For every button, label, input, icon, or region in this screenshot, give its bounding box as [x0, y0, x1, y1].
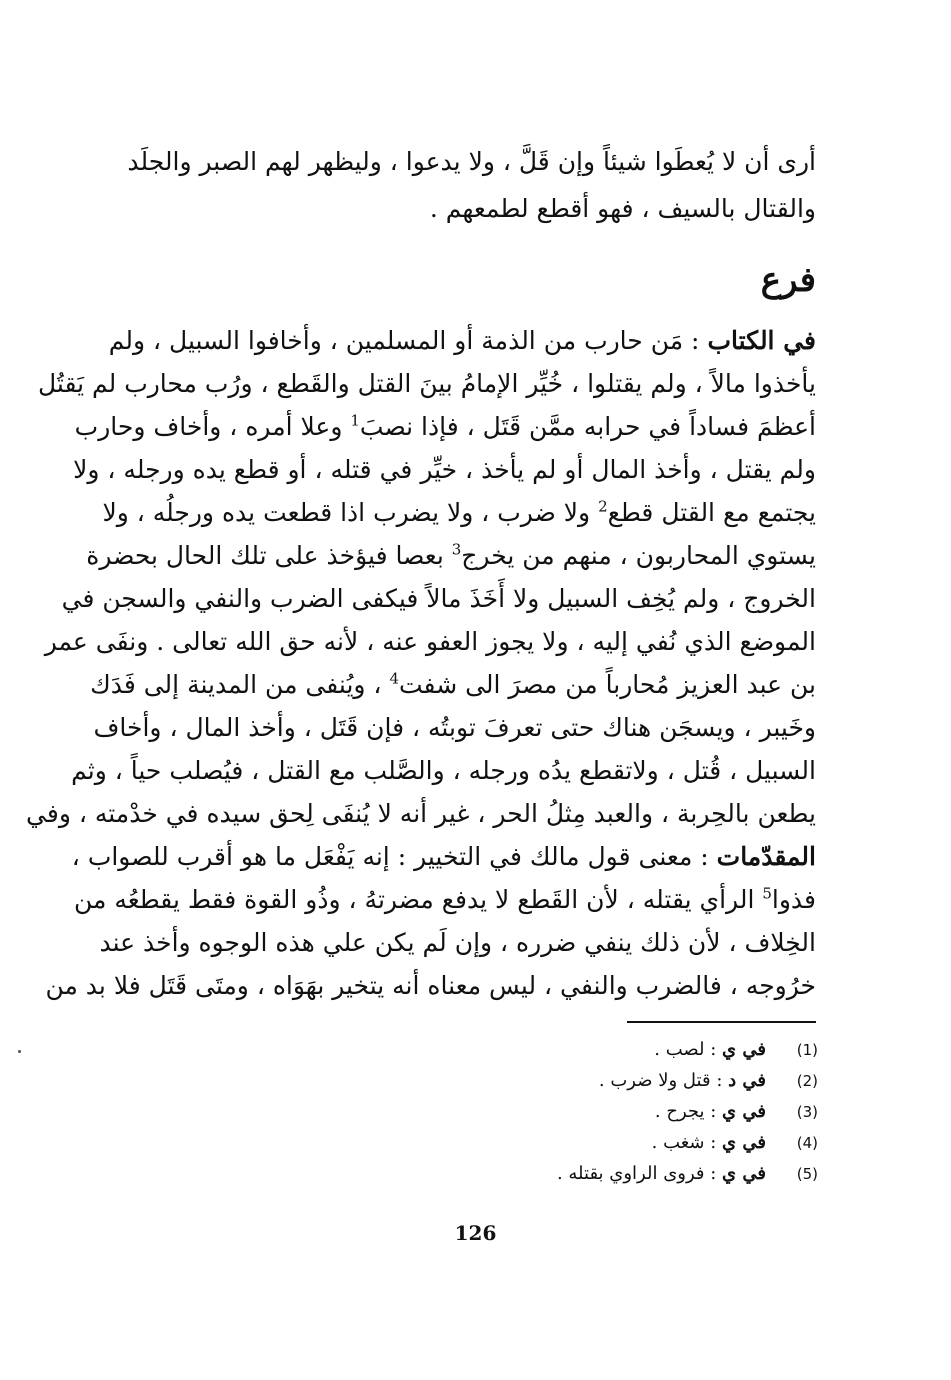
source-label-kitab: في الكتاب	[707, 326, 816, 355]
footnote-mark-5[interactable]: 5	[762, 884, 772, 903]
footnote-text: : شغب .	[651, 1132, 723, 1153]
body-line-3-a: أعظمَ فساداً في حرابه ممَّن قَتَل ، فإذا نصبَ	[359, 412, 816, 441]
footnote-mark-3[interactable]: 3	[451, 540, 462, 559]
body-line-5-a: يجتمع مع القتل قطع	[607, 498, 816, 527]
body-line-4: ولم يقتل ، وأخذ المال أو لم يأخذ ، خيِّر في قتله ، أو قطع يده ورجله ، ولا	[73, 455, 816, 484]
section-heading: فرع	[760, 260, 816, 300]
footnote-1	[318, 1036, 818, 1064]
footnote-text: : لصب .	[654, 1039, 723, 1060]
footnote-source: في ي	[722, 1132, 766, 1153]
footnote-4	[318, 1129, 818, 1157]
body-line-14-a: فذوا	[771, 885, 816, 914]
body-line-7: الخروج ، ولم يُخِف السبيل ولا أَخَذَ مالاً فيكفى الضرب والنفي والسجن في	[61, 584, 816, 613]
body-line-9-a: بن عبد العزيز مُحارباً من مصرَ الى شفت	[399, 670, 816, 699]
source-label-muqaddimat: المقدّمات	[716, 842, 816, 871]
footnote-number: (3)	[796, 1103, 818, 1121]
intro-line-2: والقتال بالسيف ، فهو أقطع لطمعهم .	[429, 194, 816, 223]
footnote-number: (1)	[796, 1041, 818, 1059]
body-line-5-b: ولا ضرب ، ولا يضرب اذا قطعت يده ورجلُه ، ولا	[102, 498, 599, 527]
body-line-6-b: بعصا فيؤخذ على تلك الحال بحضرة	[86, 541, 452, 570]
footnote-number: (5)	[796, 1165, 818, 1183]
body-line-14-b: الرأي يقتله ، لأن القَطع لا يدفع مضرتهُ ، وذُو القوة فقط يقطعُه من	[73, 885, 763, 914]
footnote-mark-4[interactable]: 4	[389, 669, 399, 688]
body-line-15: الخِلاف ، لأن ذلك ينفي ضرره ، وإن لَم يكن علي هذه الوجوه وأخذ عند	[99, 928, 816, 957]
body-line-6-a: يستوي المحاربون ، منهم من يخرج	[461, 541, 816, 570]
footnote-mark-2[interactable]: 2	[598, 497, 608, 516]
footnote-number: (2)	[796, 1072, 818, 1090]
footnote-mark-1[interactable]: 1	[350, 411, 360, 430]
footnote-source: في د	[728, 1070, 766, 1091]
body-line-1-text: : مَن حارب من الذمة أو المسلمين ، وأخافوا السبيل ، ولم	[108, 326, 708, 355]
body-line-11: السبيل ، قُتل ، ولاتقطع يدُه ورجله ، والصَّلب مع القتل ، فيُصلب حياً ، وثم	[71, 756, 816, 785]
footnote-number: (4)	[796, 1134, 818, 1152]
body-line-2: يأخذوا مالاً ، ولم يقتلوا ، خُيِّر الإمامُ بينَ القتل والقَطع ، ورُب محارب لم يَقتُل	[37, 369, 816, 398]
footnote-text: : قتل ولا ضرب .	[598, 1070, 729, 1091]
footnote-3	[318, 1098, 818, 1126]
body-line-1	[108, 323, 816, 359]
body-line-12: يطعن بالحِربة ، والعبد مِثلُ الحر ، غير أنه لا يُنفَى لِحق سيده في خدْمته ، وفي	[26, 799, 816, 828]
footnote-source: في ي	[722, 1039, 766, 1060]
body-line-3-b: وعلا أمره ، وأخاف وحارب	[74, 412, 351, 441]
body-line-9-b: ، ويُنفى من المدينة إلى فَدَك	[90, 670, 390, 699]
body-line-8: الموضع الذي نُفي إليه ، ولا يجوز العفو عنه ، لأنه حق الله تعالى . ونفَى عمر	[44, 627, 816, 656]
footnote-text: : فروى الراوي بقتله .	[556, 1163, 723, 1184]
body-line-5	[102, 495, 816, 531]
body-line-16: خرُوجه ، فالضرب والنفي ، ليس معناه أنه يتخير بهَوَاه ، ومتَى قَتَل فلا بد من	[45, 971, 816, 1000]
body-line-14	[73, 882, 816, 918]
body-line-13	[71, 839, 816, 875]
footnote-5	[318, 1160, 818, 1188]
body-line-10: وخَيبر ، ويسجَن هناك حتى تعرفَ توبتُه ، فإن قَتَل ، وأخذ المال ، وأخاف	[93, 713, 816, 742]
body-line-6	[86, 538, 816, 574]
body-line-3	[74, 409, 816, 445]
footnote-source: في ي	[722, 1163, 766, 1184]
scan-speck	[18, 1050, 21, 1053]
footnote-source: في ي	[722, 1101, 766, 1122]
footnote-text: : يجرح .	[654, 1101, 723, 1122]
intro-line-1: أرى أن لا يُعطَوا شيئاً وإن قَلَّ ، ولا يدعوا ، وليظهر لهم الصبر والجلَد	[127, 147, 816, 176]
page-number: 126	[454, 1221, 497, 1245]
body-line-9	[90, 667, 816, 703]
footnote-separator	[627, 1021, 816, 1023]
footnote-2	[318, 1067, 818, 1095]
body-line-13-text: : معنى قول مالك في التخيير : إنه يَفْعَل ما هو أقرب للصواب ،	[71, 842, 717, 871]
